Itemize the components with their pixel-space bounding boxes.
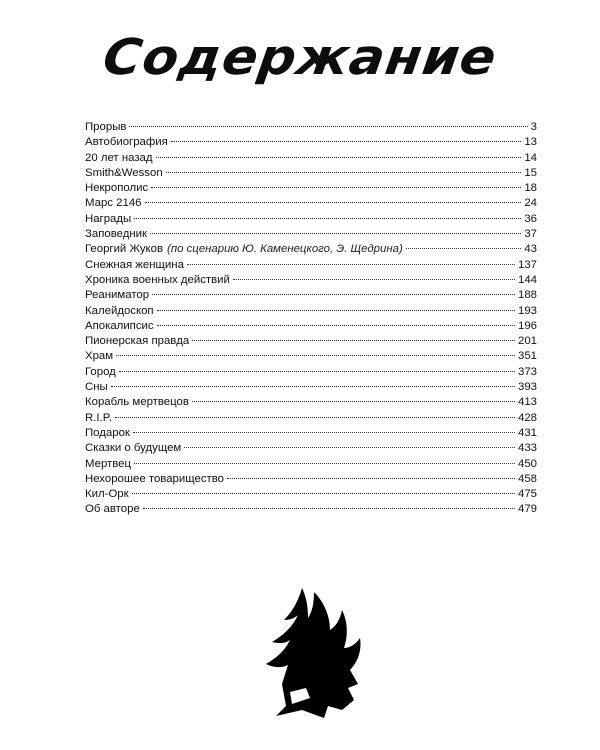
toc-entry-page-number: 433 [517, 442, 537, 455]
toc-entry [85, 242, 537, 257]
toc-entry-title: Сны [85, 381, 108, 394]
dot-leader [132, 493, 515, 494]
toc-entry-page-number: 15 [524, 166, 537, 179]
toc-entry-title: Корабль мертвецов [85, 396, 189, 409]
toc-entry-page-number: 351 [517, 350, 537, 363]
toc-entry [85, 166, 537, 181]
toc-entry-title: Нехорошее товарищество [85, 472, 224, 485]
toc-entry [85, 196, 537, 211]
page-title: Содержание [99, 29, 501, 87]
toc-entry [85, 258, 537, 273]
toc-entry-title: Георгий Жуков [85, 243, 164, 256]
toc-entry-title: Апокалипсис [85, 319, 154, 332]
toc-entry-title: Кил-Орк [85, 488, 129, 501]
dot-leader [406, 248, 522, 249]
dot-leader [129, 126, 527, 127]
toc-entry [85, 395, 537, 410]
dot-leader [116, 355, 515, 356]
toc-entry [85, 334, 537, 349]
toc-entry-page-number: 43 [524, 243, 537, 256]
dot-leader [111, 386, 515, 387]
dot-leader [233, 279, 515, 280]
dot-leader [115, 417, 515, 418]
dot-leader [134, 463, 515, 464]
dot-leader [143, 508, 515, 509]
toc-entry [85, 365, 537, 380]
toc-entry [85, 304, 537, 319]
toc-entry-title: R.I.P. [85, 411, 113, 424]
toc-entry-page-number: 193 [517, 304, 537, 317]
toc-entry-page-number: 393 [517, 381, 537, 394]
toc-entry-title: Награды [85, 212, 132, 225]
toc-entry-title: Реаниматор [85, 289, 150, 302]
toc-entry [85, 487, 537, 502]
toc-entry-title: Хроника военных действий [85, 273, 230, 286]
toc-entry-title: Калейдоскоп [85, 304, 154, 317]
toc-entry-page-number: 36 [524, 212, 537, 225]
dot-leader [171, 141, 522, 142]
toc-entry-page-number: 428 [517, 411, 537, 424]
toc-entry-page-number: 373 [517, 365, 537, 378]
dot-leader [145, 202, 522, 203]
table-of-contents [85, 120, 537, 518]
toc-entry-page-number: 18 [524, 182, 537, 195]
toc-entry [85, 135, 537, 150]
dot-leader [151, 187, 521, 188]
toc-entry-note: (по сценарию Ю. Каменецкого, Э. Щедрина) [167, 243, 403, 256]
dot-leader [119, 371, 515, 372]
toc-entry-page-number: 3 [530, 121, 537, 133]
toc-entry-title: Заповедник [85, 228, 148, 241]
toc-entry [85, 426, 537, 441]
dot-leader [192, 340, 515, 341]
dot-leader [187, 264, 515, 265]
toc-entry-page-number: 475 [517, 488, 537, 501]
toc-entry-page-number: 144 [517, 273, 537, 286]
toc-entry-title: Снежная женщина [85, 258, 184, 271]
toc-entry [85, 472, 537, 487]
toc-entry-page-number: 188 [517, 289, 537, 302]
toc-entry [85, 457, 537, 472]
toc-entry [85, 319, 537, 334]
toc-entry-title: Храм [85, 350, 114, 363]
toc-entry-title: Автобиография [85, 136, 168, 149]
toc-entry-page-number: 137 [517, 258, 537, 271]
dot-leader [150, 233, 521, 234]
toc-entry-title: Некрополис [85, 182, 149, 195]
toc-entry [85, 212, 537, 227]
dot-leader [133, 432, 515, 433]
toc-entry-title: Smith&Wesson [85, 166, 163, 179]
toc-entry [85, 441, 537, 456]
toc-entry-page-number: 37 [524, 228, 537, 241]
toc-entry-page-number: 450 [517, 457, 537, 470]
toc-entry-title: Марс 2146 [85, 197, 142, 210]
toc-entry-page-number: 479 [517, 503, 537, 516]
toc-entry [85, 151, 537, 166]
dot-leader [184, 447, 515, 448]
dot-leader [134, 218, 521, 219]
toc-entry [85, 349, 537, 364]
toc-entry-title: 20 лет назад [85, 151, 153, 164]
toc-entry-page-number: 24 [524, 197, 537, 210]
toc-entry [85, 273, 537, 288]
toc-entry-page-number: 13 [524, 136, 537, 149]
toc-entry-title: Сказки о будущем [85, 442, 182, 455]
flame-emblem-icon [262, 588, 362, 718]
toc-entry-title: Подарок [85, 426, 130, 439]
dot-leader [156, 157, 522, 158]
dot-leader [227, 478, 515, 479]
toc-entry [85, 120, 537, 135]
toc-entry-page-number: 431 [517, 426, 537, 439]
dot-leader [166, 172, 522, 173]
toc-entry-title: Прорыв [85, 121, 127, 133]
toc-entry [85, 288, 537, 303]
toc-entry [85, 502, 537, 517]
toc-entry-page-number: 201 [517, 335, 537, 348]
toc-entry-title: Об авторе [85, 503, 140, 516]
toc-entry [85, 380, 537, 395]
toc-entry-page-number: 14 [524, 151, 537, 164]
toc-entry-title: Пионерская правда [85, 335, 190, 348]
toc-entry-page-number: 413 [517, 396, 537, 409]
toc-entry-page-number: 458 [517, 472, 537, 485]
toc-entry [85, 227, 537, 242]
dot-leader [157, 325, 515, 326]
toc-entry-title: Город [85, 365, 116, 378]
dot-leader [152, 294, 515, 295]
dot-leader [157, 310, 515, 311]
dot-leader [192, 401, 515, 402]
toc-entry [85, 411, 537, 426]
toc-entry-page-number: 196 [517, 319, 537, 332]
toc-entry-title: Мертвец [85, 457, 132, 470]
toc-entry [85, 181, 537, 196]
